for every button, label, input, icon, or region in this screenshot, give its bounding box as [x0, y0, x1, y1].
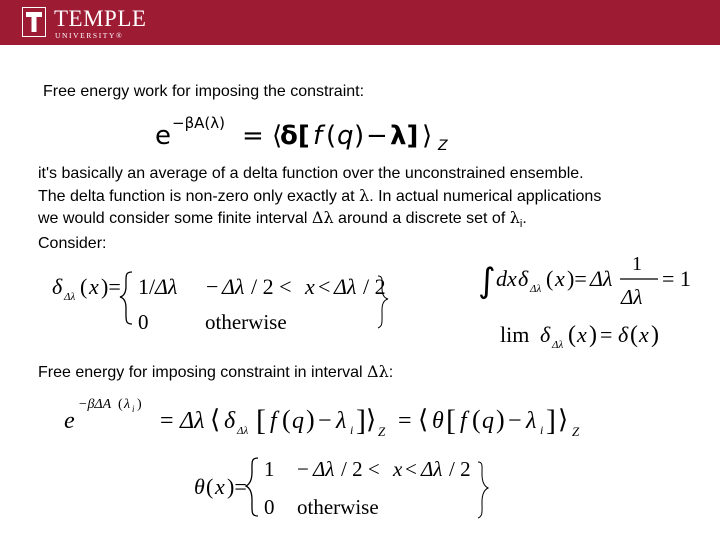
svg-text:−: − — [206, 274, 219, 299]
lambda-i-subscript: i — [519, 218, 523, 231]
svg-text:[: [ — [446, 404, 456, 437]
delta-lambda-symbol: Δλ — [311, 208, 334, 227]
svg-text:Δλ: Δλ — [334, 274, 357, 299]
consider-label: Consider: — [38, 235, 107, 252]
svg-text:δ: δ — [224, 408, 236, 434]
para-line-3-text: we would consider some finite interval — [38, 210, 312, 227]
svg-text:(: ( — [80, 274, 88, 299]
svg-text:λ: λ — [124, 397, 131, 412]
svg-text:Z: Z — [378, 424, 386, 439]
svg-text:f: f — [313, 121, 323, 151]
svg-text:x: x — [639, 322, 649, 347]
svg-text:(: ( — [568, 322, 576, 348]
svg-text:(: ( — [118, 397, 123, 412]
svg-text:∫: ∫ — [478, 261, 496, 301]
lambda-symbol: λ — [359, 186, 370, 205]
svg-text:−βA(λ): −βA(λ) — [172, 114, 225, 132]
svg-text:−: − — [508, 408, 522, 434]
svg-text:q: q — [292, 408, 304, 434]
svg-text:<: < — [318, 274, 331, 299]
svg-text:−: − — [297, 457, 309, 481]
svg-text:δ[: δ[ — [280, 121, 310, 151]
svg-text:=: = — [600, 322, 613, 347]
svg-text:λ: λ — [336, 408, 347, 434]
para-line-3-text-mid: around a discrete set of — [333, 210, 510, 227]
svg-text:Δλ: Δλ — [552, 339, 564, 351]
svg-text:Δλ: Δλ — [237, 425, 249, 437]
svg-text:Δλ: Δλ — [180, 408, 205, 434]
svg-text:e: e — [155, 121, 171, 151]
heading-interval-text: Free energy for imposing constraint in interval — [38, 364, 368, 381]
svg-text:Δλ: Δλ — [222, 274, 245, 299]
svg-text:/ 2 <: / 2 < — [341, 457, 380, 481]
svg-text:f: f — [460, 408, 467, 434]
svg-text:⟨: ⟨ — [210, 405, 221, 434]
svg-text:Δλ: Δλ — [313, 457, 335, 481]
svg-text:i: i — [540, 423, 544, 437]
equation-interval-free-energy — [60, 390, 620, 446]
svg-text:⟩: ⟩ — [558, 405, 569, 434]
delta-lambda-symbol: Δλ — [367, 362, 389, 381]
svg-text:⟩: ⟩ — [366, 405, 377, 434]
equation-theta — [190, 452, 500, 524]
svg-text:i: i — [350, 423, 354, 437]
svg-text:= ⟨: = ⟨ — [242, 121, 283, 151]
svg-text:Δλ: Δλ — [530, 283, 542, 295]
para-line-2-text-end: . In actual numerical applications — [369, 188, 602, 205]
svg-text:x: x — [89, 274, 99, 299]
svg-text:(: ( — [546, 266, 554, 291]
temple-t-icon — [22, 7, 46, 37]
svg-text:(: ( — [326, 121, 337, 151]
svg-text:−: − — [366, 121, 388, 151]
svg-text:θ: θ — [194, 474, 205, 499]
para-line-2 — [38, 186, 601, 207]
svg-text:x: x — [305, 274, 315, 299]
svg-text:x: x — [215, 474, 225, 499]
header-bar — [0, 0, 720, 45]
equation-delta-box — [48, 262, 398, 336]
svg-text:x: x — [555, 266, 565, 291]
svg-text:Δλ: Δλ — [155, 274, 178, 299]
heading-interval-colon: : — [388, 364, 394, 381]
svg-text:q: q — [337, 121, 354, 151]
svg-text:e: e — [64, 408, 75, 434]
svg-text:/ 2: / 2 — [363, 274, 386, 299]
svg-text:[: [ — [256, 404, 266, 437]
svg-text:): ) — [354, 121, 365, 151]
svg-text:λ: λ — [526, 408, 537, 434]
heading-interval — [38, 362, 393, 383]
svg-text:Δλ: Δλ — [421, 457, 443, 481]
equation-normalization — [478, 252, 698, 314]
svg-text:<: < — [405, 457, 417, 481]
svg-text:=: = — [398, 408, 412, 434]
otherwise-label: otherwise — [205, 310, 287, 334]
svg-text:): ) — [496, 405, 505, 434]
svg-text:lim: lim — [500, 322, 530, 347]
equation-limit — [500, 316, 680, 354]
svg-text:1: 1 — [264, 457, 275, 481]
svg-text:i: i — [132, 404, 135, 414]
svg-text:): ) — [137, 397, 142, 412]
svg-text:q: q — [482, 408, 494, 434]
svg-text:f: f — [270, 408, 277, 434]
svg-text:): ) — [306, 405, 315, 434]
svg-text:/ 2 <: / 2 < — [251, 274, 292, 299]
svg-text:δ: δ — [540, 322, 551, 347]
svg-text:λ]: λ] — [390, 121, 419, 151]
para-line-3-text-end: . — [522, 210, 527, 227]
logo-subtitle: UNIVERSITY® — [55, 31, 124, 40]
svg-text:1/: 1/ — [138, 274, 156, 299]
svg-text:): ) — [589, 322, 597, 348]
para-line-2-text: The delta function is non-zero only exactly at — [38, 188, 360, 205]
heading-constraint-work: Free energy work for imposing the constraint: — [43, 83, 365, 100]
svg-text:0: 0 — [264, 495, 275, 519]
svg-text:−: − — [318, 408, 332, 434]
svg-text:dx: dx — [496, 266, 517, 291]
svg-text:(: ( — [630, 322, 638, 348]
svg-text:1: 1 — [632, 253, 642, 275]
svg-text:]: ] — [546, 404, 556, 437]
svg-text:δ: δ — [52, 274, 63, 299]
svg-text:): ) — [651, 322, 659, 348]
svg-text:(: ( — [206, 474, 214, 499]
svg-text:)=: )= — [227, 474, 247, 499]
svg-text:x: x — [577, 322, 587, 347]
svg-text:δ: δ — [618, 322, 629, 347]
svg-text:Δλ: Δλ — [590, 266, 613, 291]
svg-text:(: ( — [472, 405, 481, 434]
otherwise-label: otherwise — [297, 495, 379, 519]
svg-text:Δλ: Δλ — [621, 285, 643, 309]
svg-text:Z: Z — [572, 424, 580, 439]
svg-text:Z: Z — [438, 138, 448, 154]
svg-text:θ: θ — [432, 408, 444, 434]
svg-text:0: 0 — [138, 310, 149, 334]
svg-text:)=: )= — [101, 274, 121, 299]
svg-text:−βΔA: −βΔA — [78, 397, 112, 412]
svg-text:)=: )= — [567, 266, 587, 291]
svg-text:⟨: ⟨ — [418, 405, 429, 434]
svg-text:/ 2: / 2 — [449, 457, 471, 481]
equation-free-energy-work — [150, 108, 470, 156]
svg-text:= 1: = 1 — [662, 266, 691, 291]
svg-text:Δλ: Δλ — [64, 291, 76, 303]
svg-text:δ: δ — [518, 266, 529, 291]
svg-text:⟩: ⟩ — [422, 121, 433, 151]
para-line-1: it's basically an average of a delta function over the unconstrained ensemble. — [38, 165, 584, 182]
para-line-3 — [38, 208, 527, 234]
lambda-i-symbol: λ — [509, 208, 520, 227]
svg-text:x: x — [393, 457, 403, 481]
svg-text:=: = — [160, 408, 174, 434]
logo-name: TEMPLE — [54, 6, 147, 31]
svg-text:(: ( — [282, 405, 291, 434]
svg-text:]: ] — [356, 404, 366, 437]
